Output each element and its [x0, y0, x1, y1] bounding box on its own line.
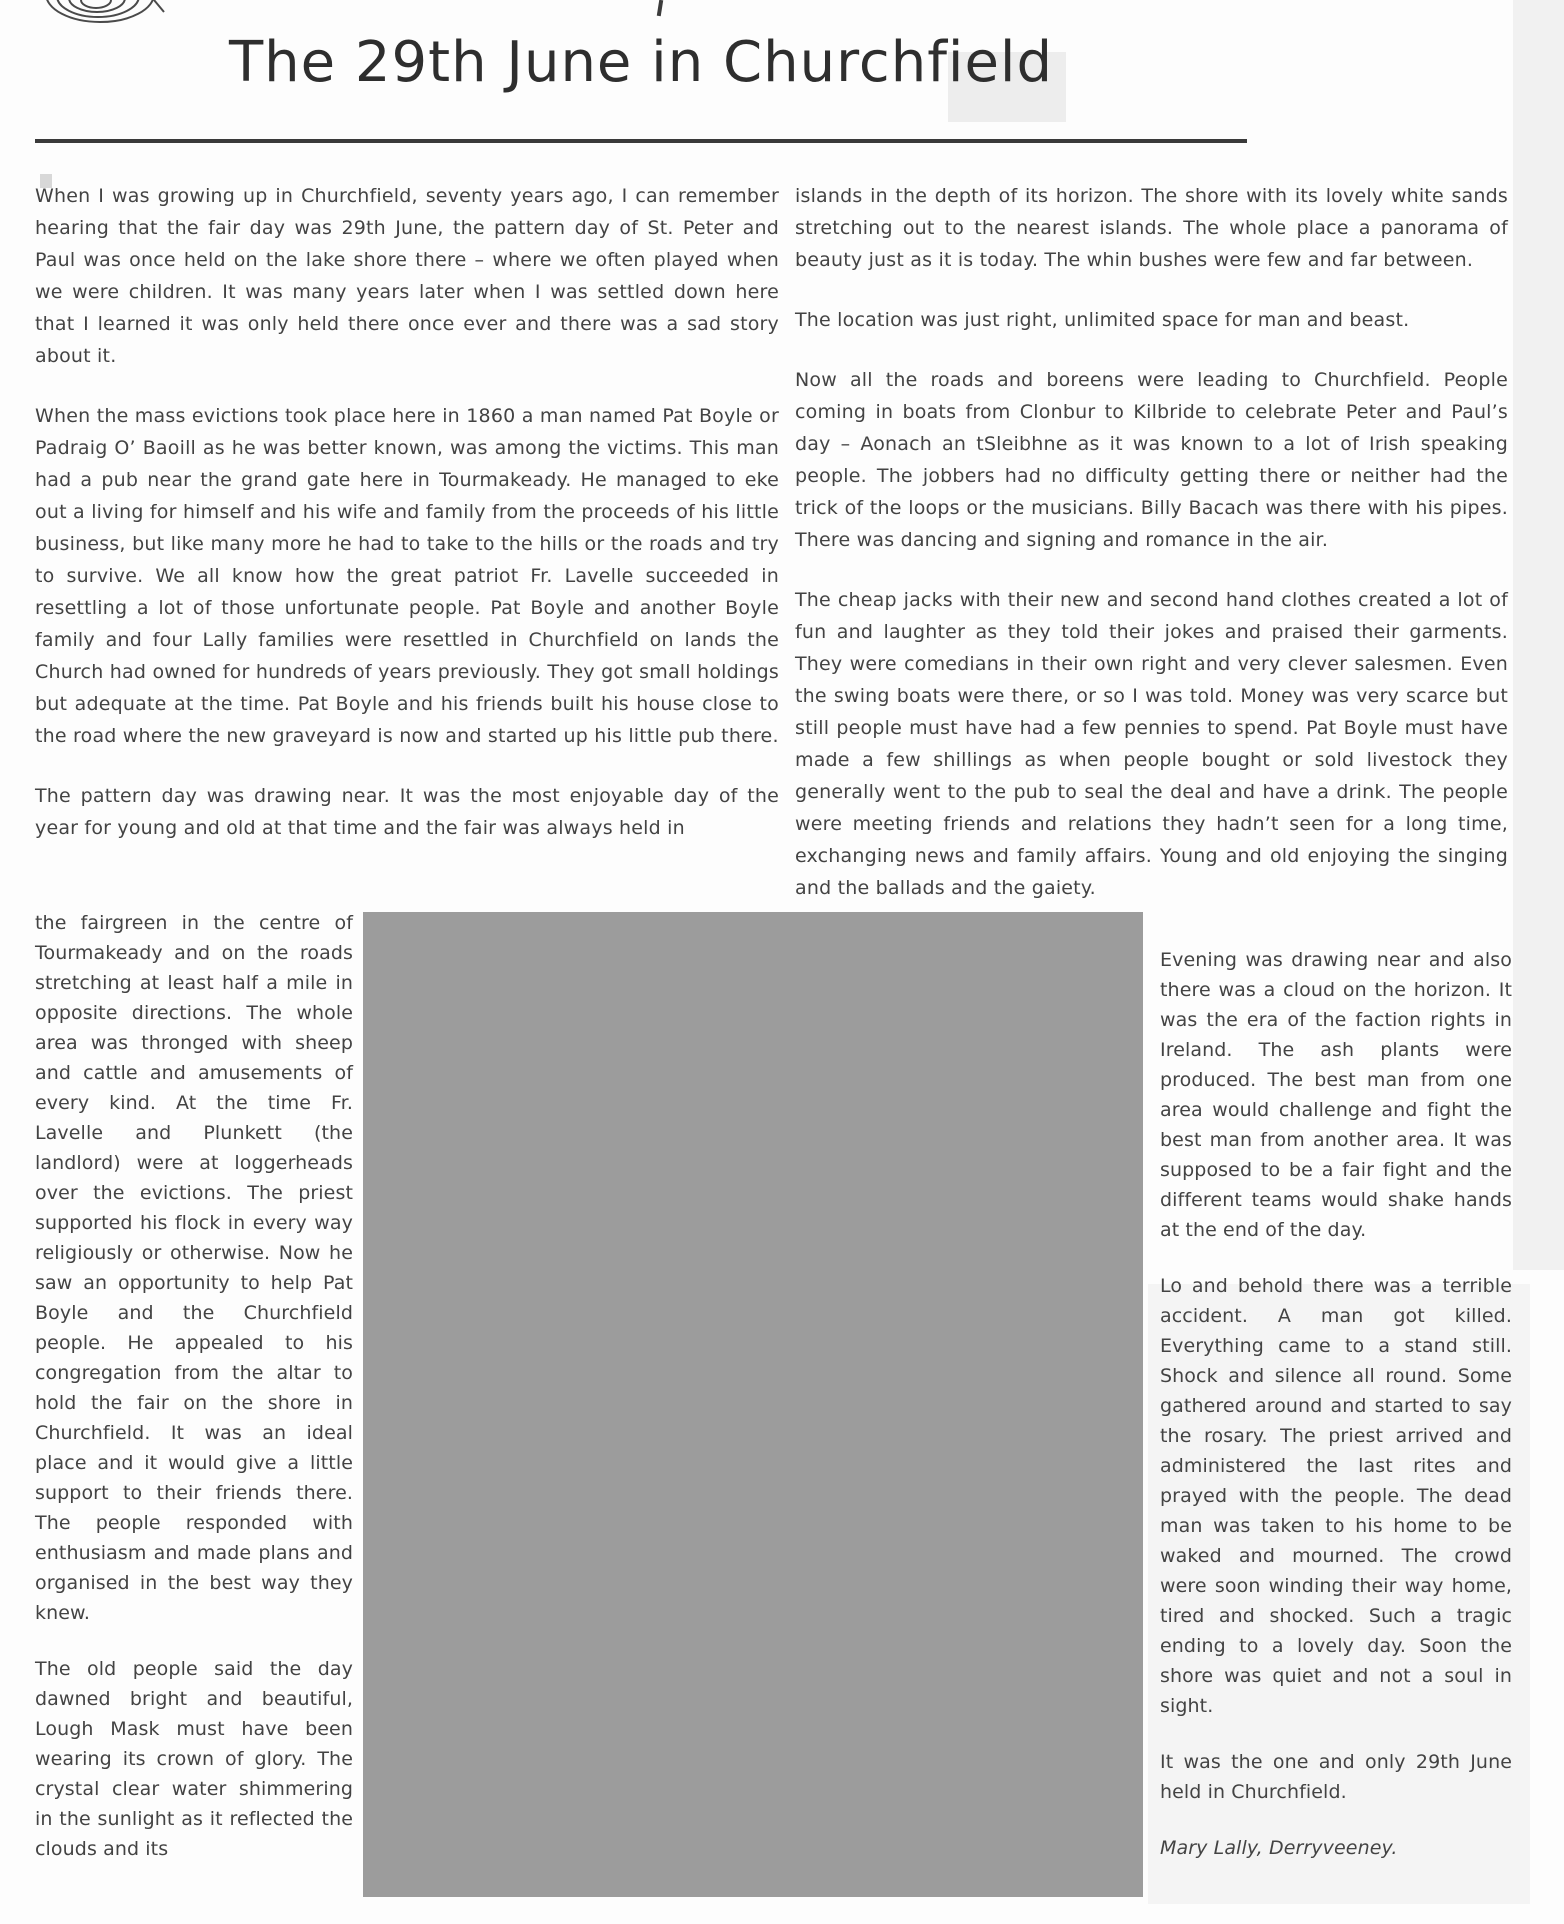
paragraph: The old people said the day dawned bright and beautiful, Lough Mask must have been wearing its crown of glory. The crystal clear water shimmering in the sunlight as it reflected the clouds and its [35, 1658, 353, 1860]
paragraph: It was the one and only 29th June held in Churchfield. [1160, 1751, 1512, 1803]
article-column-right-narrow [1160, 945, 1512, 1889]
paragraph: The cheap jacks with their new and second hand clothes created a lot of fun and laughter as they told their jokes and praised their garments. They were comedians in their own right and very clever salesmen. Even the swing boats were there, or so I was told. Money was very scarce but still people must have had a few pennies to spend. Pat Boyle must have made a few shillings as when people bought or sold livestock they generally went to the pub to seal the deal and have a drink. The people were meeting friends and relations they hadn’t seen for a long time, exchanging news and family affairs. Young and old enjoying the singing and the ballads and the gaiety. [795, 589, 1508, 899]
scan-mark-icon [657, 0, 663, 16]
byline: Mary Lally, Derryveeney. [1160, 1837, 1398, 1859]
scan-artifact [1513, 0, 1564, 1270]
paragraph: Now all the roads and boreens were leading to Churchfield. People coming in boats from Clonbur to Kilbride to celebrate Peter and Paul’s day – Aonach an tSleibhne as it was known to a lot of Irish speaking people. The jobbers had no difficulty getting there or neither had the trick of the loops or the musicians. Billy Bacach was there with his pipes. There was dancing and signing and romance in the air. [795, 369, 1508, 551]
page-title: The 29th June in Churchfield [228, 30, 1054, 95]
image-gray-fill [363, 912, 1143, 1897]
article-image-placeholder [363, 912, 1143, 1897]
paragraph: The location was just right, unlimited space for man and beast. [795, 309, 1410, 331]
title-rule [35, 139, 1247, 143]
paragraph: islands in the depth of its horizon. The shore with its lovely white sands stretching out to the nearest islands. The whole place a panorama of beauty just as it is today. The whin bushes were few and far between. [795, 185, 1508, 271]
article-column-right [795, 180, 1508, 932]
paragraph: The pattern day was drawing near. It was the most enjoyable day of the year for young and old at that time and the fair was always held in [35, 785, 779, 839]
paragraph: When the mass evictions took place here in 1860 a man named Pat Boyle or Padraig O’ Baoill as he was better known, was among the victims. This man had a pub near the grand gate here in Tourmakeady. He managed to eke out a living for himself and his wife and family from the proceeds of his little business, but like many more he had to take to the hills or the roads and try to survive. We all know how the great patriot Fr. Lavelle succeeded in resettling a lot of those unfortunate people. Pat Boyle and another Boyle family and four Lally families were resettled in Churchfield on lands the Church had owned for hundreds of years previously. They got small holdings but adequate at the time. Pat Boyle and his friends built his house close to the road where the new graveyard is now and started up his little pub there. [35, 405, 779, 747]
article-column-left-narrow [35, 908, 353, 1890]
paragraph: When I was growing up in Churchfield, seventy years ago, I can remember hearing that the fair day was 29th June, the pattern day of St. Peter and Paul was once held on the lake shore there – where we often played when we were children. It was many years later when I was settled down here that I learned it was only held there once ever and there was a sad story about it. [35, 185, 779, 367]
paragraph: Lo and behold there was a terrible accident. A man got killed. Everything came to a stand still. Shock and silence all round. Some gathered around and started to say the rosary. The priest arrived and administered the last rites and prayed with the people. The dead man was taken to his home to be waked and mourned. The crowd were soon winding their way home, tired and shocked. Such a tragic ending to a lovely day. Soon the shore was quiet and not a soul in sight. [1160, 1275, 1512, 1717]
paragraph: Evening was drawing near and also there was a cloud on the horizon. It was the era of the faction rights in Ireland. The ash plants were produced. The best man from one area would challenge and fight the best man from another area. It was supposed to be a fair fight and the different teams would shake hands at the end of the day. [1160, 949, 1512, 1241]
paragraph: the fairgreen in the centre of Tourmakeady and on the roads stretching at least half a mile in opposite directions. The whole area was thronged with sheep and cattle and amusements of every kind. At the time Fr. Lavelle and Plunkett (the landlord) were at loggerheads over the evictions. The priest supported his flock in every way religiously or otherwise. Now he saw an opportunity to help Pat Boyle and the Churchfield people. He appealed to his congregation from the altar to hold the fair on the shore in Churchfield. It was an ideal place and it would give a little support to their friends there. The people responded with enthusiasm and made plans and organised in the best way they knew. [35, 912, 353, 1624]
article-column-left [35, 180, 779, 872]
